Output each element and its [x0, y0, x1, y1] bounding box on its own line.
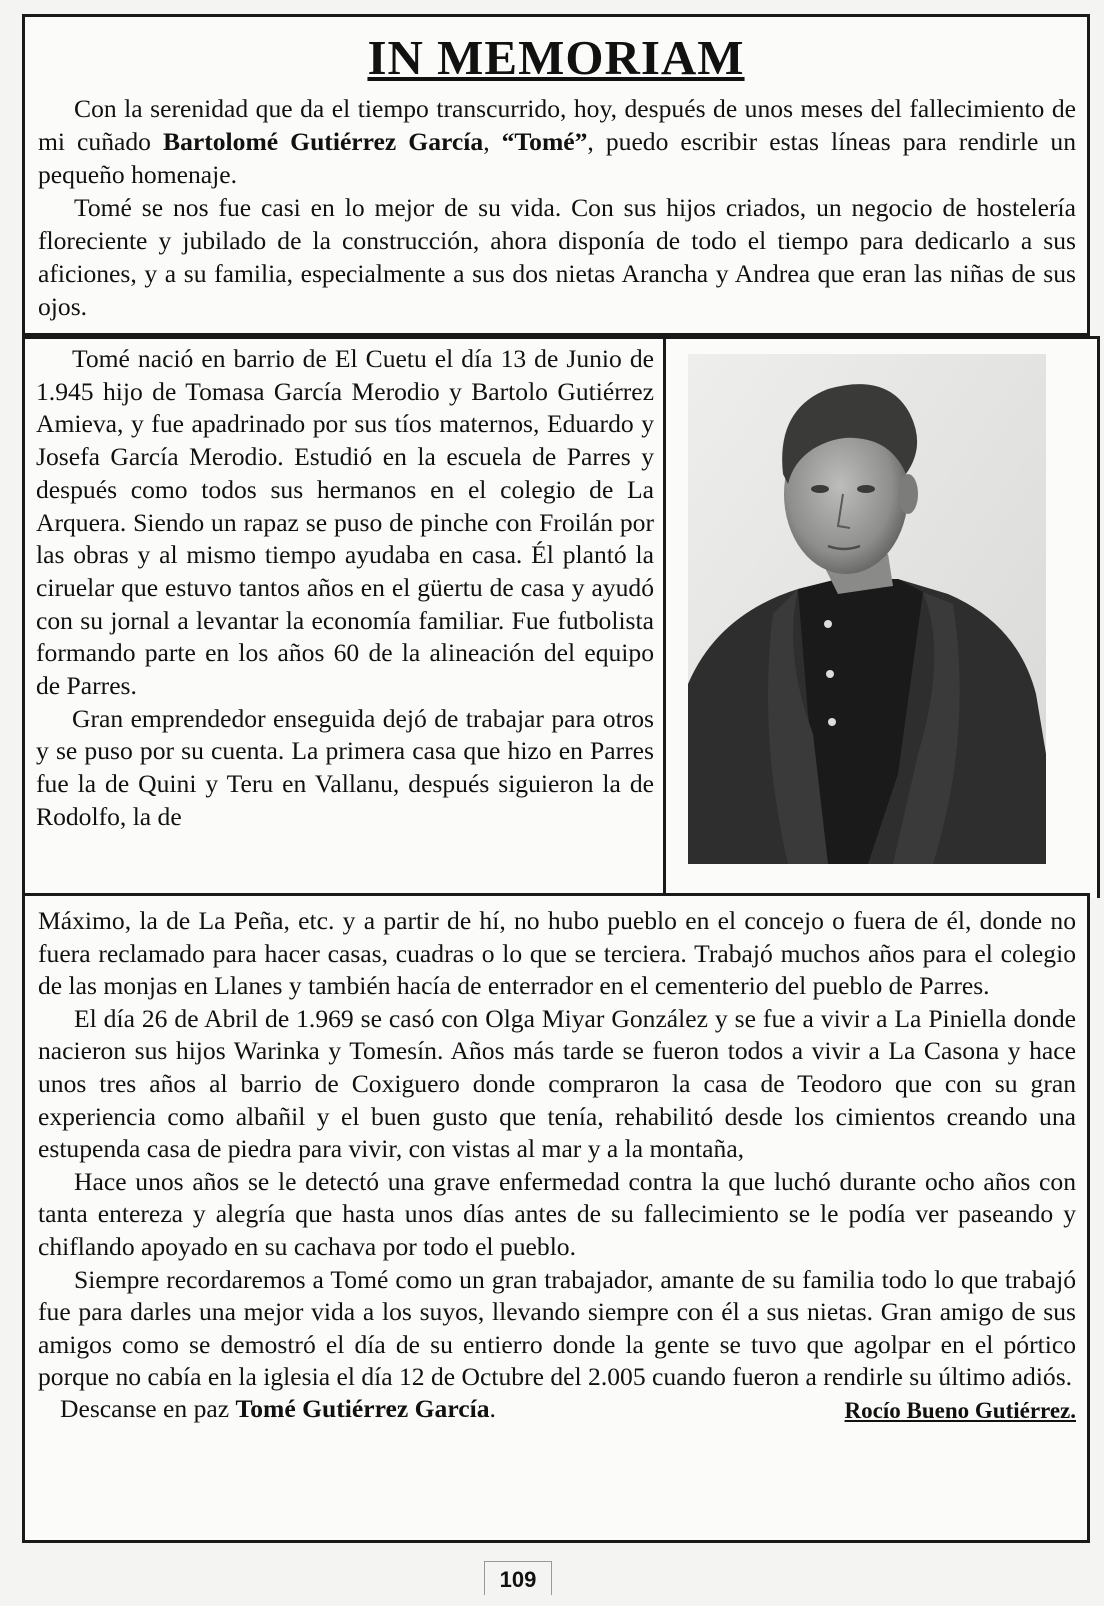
author-signature: Rocío Bueno Gutiérrez. — [844, 1397, 1076, 1423]
intro-p1-end: , puedo escribir estas líneas para rendirle un pequeño homenaje. — [38, 127, 1077, 189]
closing-prefix: Descanse en paz — [60, 1393, 236, 1423]
column-divider — [663, 339, 666, 895]
intro-paragraph-1 — [38, 92, 1076, 191]
middle-paragraph-2: Gran emprendedor enseguida dejó de trabajar para otros y se puso por su cuenta. La primera casa que hizo en Parres fue la de Quini y Teru en Vallanu, después siguieron la de Rodolfo, la de — [36, 703, 654, 831]
intro-text — [38, 92, 1076, 323]
page-title: IN MEMORIAM — [367, 30, 745, 85]
closing-suffix: . — [489, 1393, 496, 1423]
portrait-photo — [688, 354, 1046, 864]
bottom-paragraph-4: Siempre recordaremos a Tomé como un gran trabajador, amante de su familia todo lo que trabajó fue para darles una mejor vida a los suyos, llevando siempre con él a sus nietas. Gran amigo de sus amigos como se demostró el día de su entierro donde la gente se tuvo que agolpar en el pórtico porque no cabía en la iglesia el día 12 de Octubre del 2.005 cuando fueron a rendirle su último adiós. — [38, 1264, 1076, 1392]
bottom-paragraph-1: Máximo, la de La Peña, etc. y a partir de hí, no hubo pueblo en el concejo o fuera de él, donde no fuera reclamado para hacer casas, cuadras o lo que se terciera. Trabajó muchos años para el colegio de las monjas en Llanes y también hacía de enterrador en el cementerio del pueblo de Parres. — [38, 906, 1076, 1001]
bottom-text — [38, 905, 1076, 1428]
closing-text — [60, 1394, 496, 1424]
middle-paragraph-1: Tomé nació en barrio de El Cuetu el día 13 de Junio de 1.945 hijo de Tomasa García Merodio y Bartolo Gutiérrez Amieva, y fue apadrinado por sus tíos maternos, Eduardo y Josefa García Merodio. Estudió en la escuela de Parres y después como todos sus hermanos en el colegio de La Arquera. Siendo un rapaz se puso de pinche con Froilán por las obras y al mismo tiempo ayudaba en casa. Él plantó la ciruelar que estuvo tantos años en el güertu de casa y ayudó con su jornal a levantar la economía familiar. Fue futbolista formando parte en los años 60 de la alineación del equipo de Parres. — [36, 344, 654, 701]
page-number: 109 — [484, 1561, 552, 1595]
bottom-paragraph-3: Hace unos años se le detectó una grave enfermedad contra la que luchó durante ocho años con tanta entereza y alegría que hasta unos días antes de su fallecimiento se le podía ver paseando y chiflando apoyado en su cachava por todo el pueblo. — [38, 1166, 1076, 1261]
intro-p1-sep: , — [483, 127, 502, 156]
nickname: “Tomé” — [501, 127, 588, 156]
portrait-photo-frame — [678, 344, 1056, 870]
full-name: Bartolomé Gutiérrez García — [163, 127, 484, 156]
intro-paragraph-2: Tomé se nos fue casi en lo mejor de su vida. Con sus hijos criados, un negocio de hostelería floreciente y jubilado de la construcción, ahora disponía de todo el tiempo para dedicarlo a sus aficiones, y a su familia, especialmente a sus dos nietas Arancha y Andrea que eran las niñas de sus ojos. — [38, 193, 1076, 321]
intro-p1-text: Con la serenidad que da el tiempo transcurrido, hoy, después de unos meses del fallecimiento de mi cuñado — [38, 94, 1076, 156]
bottom-paragraph-2: El día 26 de Abril de 1.969 se casó con Olga Miyar González y se fue a vivir a La Piniella donde nacieron sus hijos Warinka y Tomesín. Años más tarde se fueron todos a vivir a La Casona y hace unos tres años al barrio de Coxiguero donde compraron la casa de Teodoro que con su gran experiencia como albañil y el buen gusto que tenía, rehabilitó desde los cimientos creando una estupenda casa de piedra para vivir, con vistas al mar y a la montaña, — [38, 1003, 1076, 1164]
closing-name: Tomé Gutiérrez García — [235, 1393, 490, 1423]
closing-line — [38, 1394, 1076, 1428]
middle-text — [36, 343, 654, 834]
